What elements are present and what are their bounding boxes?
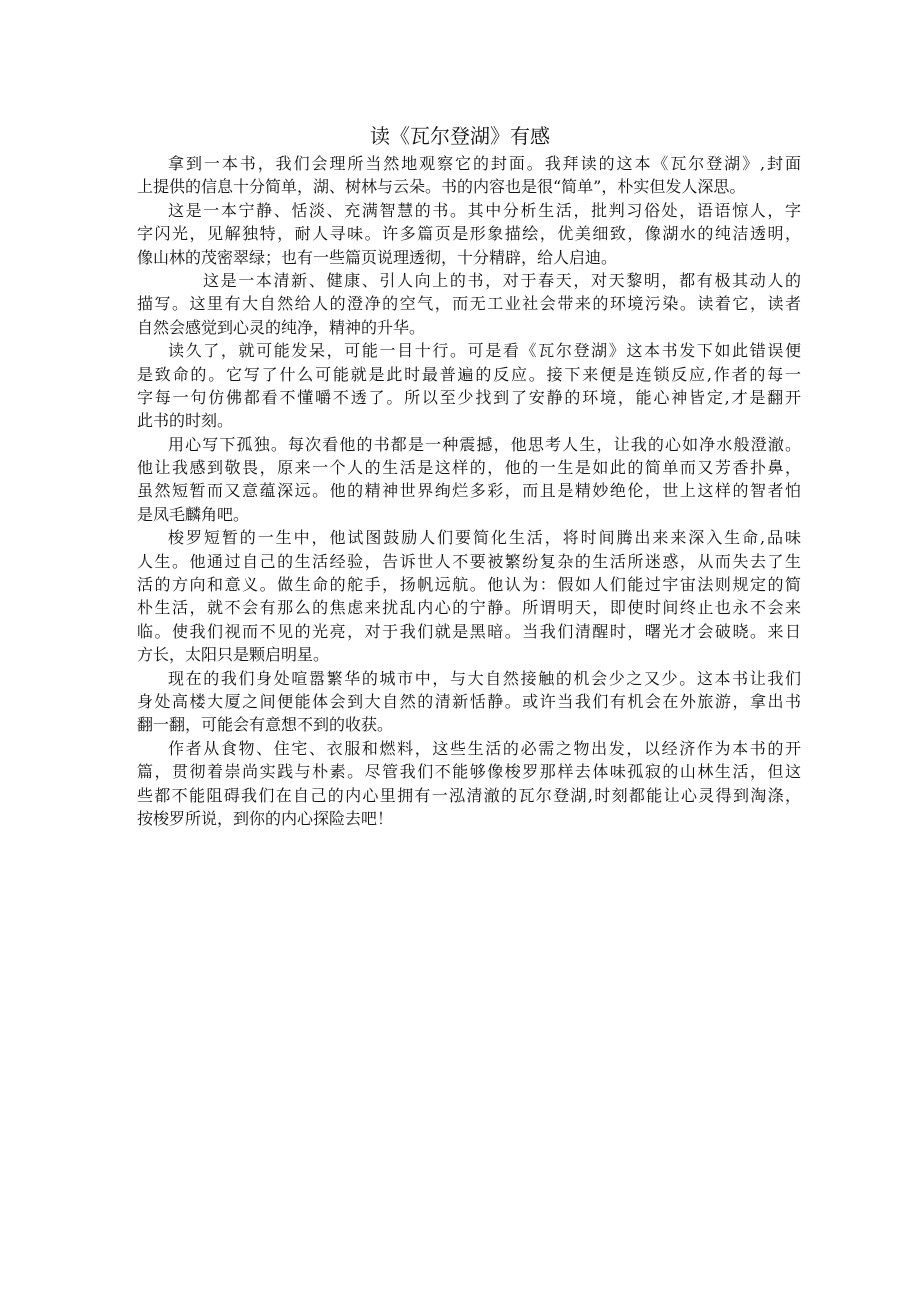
paragraph [137, 199, 801, 269]
text-line: 用心写下孤独。每次看他的书都是一种震撼，他思考人生，让我的心如净水般澄澈。 [168, 434, 801, 454]
text-line: 自然会感觉到心灵的纯净，精神的升华。 [137, 317, 426, 337]
text-line: 上提供的信息十分简单，湖、树林与云朵。书的内容也是很“简单”，朴实但发人深思。 [137, 177, 746, 197]
text-line: 读久了，就可能发呆，可能一目十行。可是看《瓦尔登湖》这本书发下如此错误便 [168, 341, 801, 361]
text-line: 些都不能阻碍我们在自己的内心里拥有一泓清澈的瓦尔登湖,时刻都能让心灵得到淘涤， [137, 785, 801, 805]
paragraph [137, 526, 801, 666]
text-line: 作者从食物、住宅、衣服和燃料，这些生活的必需之物出发，以经济作为本书的开 [168, 738, 801, 758]
text-line: 临。使我们视而不见的光亮，对于我们就是黑暗。当我们清醒时，曙光才会破晓。来日 [137, 621, 801, 641]
document-body [137, 152, 801, 830]
paragraph [137, 667, 801, 737]
text-line: 虽然短暂而又意蕴深远。他的精神世界绚烂多彩，而且是精妙绝伦，世上这样的智者怕 [137, 481, 801, 501]
paragraph [137, 737, 801, 831]
text-line: 方长，太阳只是颗启明星。 [137, 645, 330, 665]
text-line: 梭罗短暂的一生中，他试图鼓励人们要简化生活，将时间腾出来来深入生命,品味 [168, 528, 801, 548]
text-line: 此书的时刻。 [137, 411, 234, 431]
text-line: 是致命的。它写了什么可能就是此时最普遍的反应。接下来便是连锁反应,作者的每一 [137, 364, 801, 384]
text-line: 按梭罗所说，到你的内心探险去吧！ [137, 808, 394, 828]
text-line: 字闪光，见解独特，耐人寻味。许多篇页是形象描绘，优美细致，像湖水的纯洁透明， [137, 224, 801, 244]
paragraph [137, 339, 801, 433]
text-line: 描写。这里有大自然给人的澄净的空气，而无工业社会带来的环境污染。读着它，读者 [137, 294, 801, 314]
text-line: 这是一本宁静、恬淡、充满智慧的书。其中分析生活，批判习俗处，语语惊人，字 [168, 200, 801, 220]
text-line: 人生。他通过自己的生活经验，告诉世人不要被繁纷复杂的生活所迷惑，从而失去了生 [137, 551, 801, 571]
text-line: 朴生活，就不会有那么的焦虑来扰乱内心的宁静。所谓明天，即使时间终止也永不会来 [137, 598, 801, 618]
text-line: 是凤毛麟角吧。 [137, 504, 250, 524]
text-line: 篇，贯彻着崇尚实践与朴素。尽管我们不能够像梭罗那样去体味孤寂的山林生活，但这 [137, 762, 801, 782]
text-line: 活的方向和意义。做生命的舵手，扬帆远航。他认为：假如人们能过宇宙法则规定的简 [137, 575, 801, 595]
text-line: 身处高楼大厦之间便能体会到大自然的清新恬静。或许当我们有机会在外旅游，拿出书 [137, 691, 801, 711]
paragraph [137, 433, 801, 527]
text-line: 翻一翻，可能会有意想不到的收获。 [137, 715, 394, 735]
paragraph [137, 269, 801, 339]
document-title: 读《瓦尔登湖》有感 [370, 124, 550, 148]
text-line: 他让我感到敬畏，原来一个人的生活是这样的，他的一生是如此的简单而又芳香扑鼻， [137, 458, 801, 478]
text-line: 这是一本清新、健康、引人向上的书，对于春天，对天黎明，都有极其动人的 [203, 270, 801, 290]
paragraph [137, 152, 801, 199]
text-line: 拿到一本书，我们会理所当然地观察它的封面。我拜读的这本《瓦尔登湖》,封面 [168, 154, 801, 173]
text-line: 字每一句仿佛都看不懂嚼不透了。所以至少找到了安静的环境，能心神皆定,才是翻开 [137, 387, 801, 407]
text-line: 现在的我们身处喧嚣繁华的城市中，与大自然接触的机会少之又少。这本书让我们 [168, 668, 801, 688]
text-line: 像山林的茂密翠绿；也有一些篇页说理透彻，十分精辟，给人启迪。 [137, 247, 618, 267]
